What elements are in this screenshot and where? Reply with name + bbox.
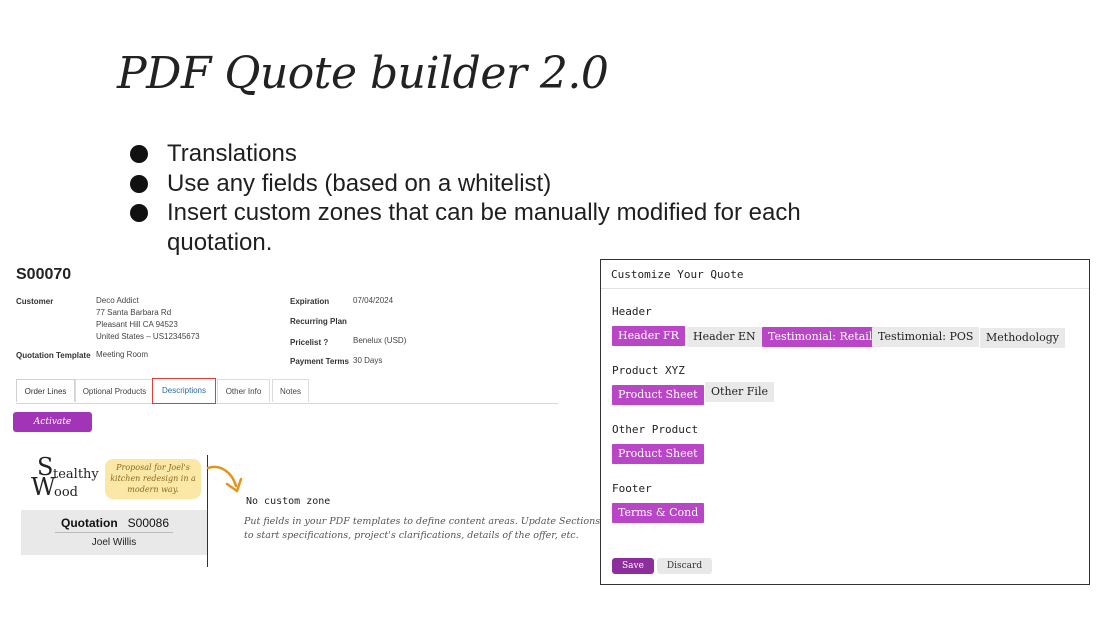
chip-testimonial-pos[interactable]: Testimonial: POS — [872, 327, 979, 347]
customer-address-line: United States – US12345673 — [96, 332, 200, 341]
no-custom-zone-title: No custom zone — [246, 496, 331, 507]
slide-title: PDF Quote builder 2.0 — [117, 48, 609, 99]
tab-notes[interactable]: Notes — [272, 379, 309, 402]
quotation-template-label: Quotation Template — [16, 351, 91, 360]
chip-product-sheet[interactable]: Product Sheet — [612, 444, 704, 464]
pricelist-value[interactable]: Benelux (USD) — [353, 336, 407, 345]
activate-button[interactable]: Activate — [13, 412, 92, 432]
chip-testimonial-retail[interactable]: Testimonial: Retail — [762, 327, 878, 347]
tab-other-info[interactable]: Other Info — [217, 379, 270, 402]
feature-text: Insert custom zones that can be manually modified for each quotation. — [167, 199, 801, 256]
feature-list — [128, 139, 888, 257]
no-custom-zone-help: Put fields in your PDF templates to define content areas. Update Sections to start specifications, project's clarifications, details of the offer, etc. — [244, 516, 601, 541]
logo-letter: W — [31, 473, 56, 501]
customer-label: Customer — [16, 297, 54, 306]
tab-descriptions[interactable]: Descriptions — [152, 378, 216, 404]
chip-methodology[interactable]: Methodology — [980, 328, 1065, 348]
section-label-product-xyz: Product XYZ — [612, 364, 685, 377]
discard-button[interactable]: Discard — [657, 558, 712, 574]
sales-order-form — [0, 262, 601, 592]
feature-item — [128, 198, 888, 257]
logo-text: tealthy — [53, 467, 99, 482]
form-tabs — [16, 379, 558, 404]
payment-terms-label: Payment Terms — [290, 357, 349, 366]
quotation-number: S00086 — [127, 516, 170, 530]
feature-item — [128, 139, 888, 169]
expiration-value[interactable]: 07/04/2024 — [353, 296, 394, 305]
logo-letter: S — [37, 453, 54, 481]
arrow-icon — [202, 464, 246, 498]
section-label-footer: Footer — [612, 482, 652, 495]
order-id: S00070 — [16, 266, 72, 283]
chip-header-en[interactable]: Header EN — [687, 327, 762, 347]
dialog-divider — [601, 288, 1089, 289]
recurring-plan-label: Recurring Plan — [290, 317, 347, 326]
feature-item — [128, 169, 888, 199]
chip-product-sheet[interactable]: Product Sheet — [612, 385, 704, 405]
quotation-label: Quotation — [61, 516, 118, 530]
help-icon[interactable]: ? — [323, 338, 329, 347]
bullet-icon — [130, 175, 148, 193]
dialog-title: Customize Your Quote — [611, 268, 744, 281]
customer-name[interactable]: Deco Addict — [96, 296, 139, 305]
pricelist-label-text: Pricelist — [290, 338, 322, 347]
tab-order-lines[interactable]: Order Lines — [16, 379, 75, 402]
section-label-header: Header — [612, 305, 652, 318]
feature-text: Translations — [167, 140, 297, 167]
tab-optional-products[interactable]: Optional Products — [75, 379, 154, 402]
quotation-template-value[interactable]: Meeting Room — [96, 350, 149, 359]
chip-terms-cond[interactable]: Terms & Cond — [612, 503, 704, 523]
save-button[interactable]: Save — [612, 558, 654, 574]
section-label-other-product: Other Product — [612, 423, 699, 436]
quotation-customer: Joel Willis — [91, 537, 137, 548]
chip-other-file[interactable]: Other File — [705, 382, 774, 402]
chip-header-fr[interactable]: Header FR — [612, 326, 685, 346]
quote-preview — [21, 455, 208, 565]
payment-terms-value[interactable]: 30 Days — [353, 356, 383, 365]
bullet-icon — [130, 145, 148, 163]
customer-address-line: 77 Santa Barbara Rd — [96, 308, 172, 317]
quotation-title — [61, 516, 169, 530]
customer-address-line: Pleasant Hill CA 94523 — [96, 320, 178, 329]
bullet-icon — [130, 204, 148, 222]
company-logo — [31, 453, 103, 505]
customize-quote-dialog — [600, 259, 1090, 585]
quotation-header — [21, 510, 207, 555]
logo-text: ood — [54, 485, 78, 500]
pricelist-label — [290, 337, 328, 349]
quotation-rule — [55, 532, 173, 533]
feature-text: Use any fields (based on a whitelist) — [167, 169, 552, 197]
sticky-note: Proposal for Joel's kitchen redesign in a modern way. — [105, 459, 201, 499]
expiration-label: Expiration — [290, 297, 330, 306]
